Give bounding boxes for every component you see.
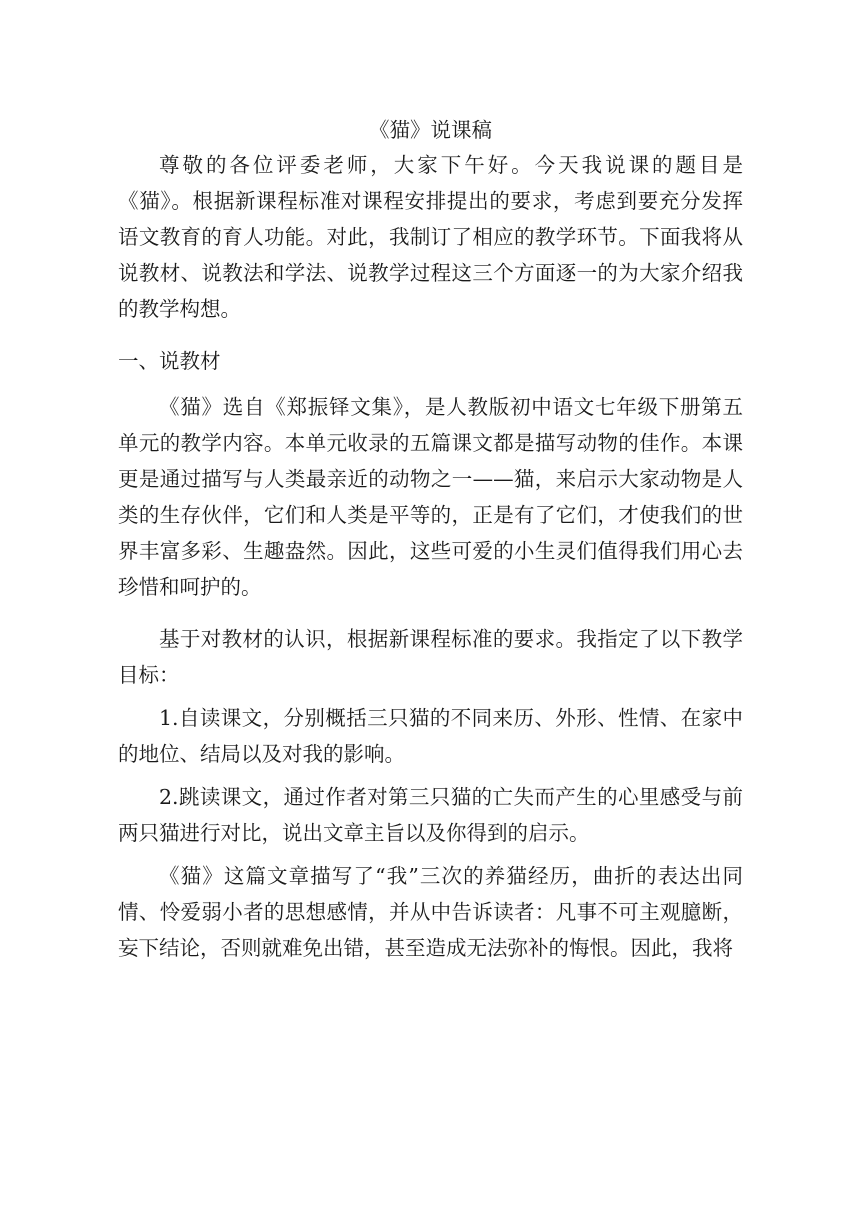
goal-item-1: 1.自读课文，分别概括三只猫的不同来历、外形、性情、在家中的地位、结局以及对我的影响。	[118, 706, 743, 766]
document-body	[118, 112, 743, 982]
goal-item-2: 2.跳读课文，通过作者对第三只猫的亡失而产生的心里感受与前两只猫进行对比，说出文章主旨以及你得到的启示。	[118, 785, 743, 845]
textbook-paragraph: 《猫》选自《郑振铎文集》，是人教版初中语文七年级下册第五单元的教学内容。本单元收录的五篇课文都是描写动物的佳作。本课更是通过描写与人类最亲近的动物之一——猫，来启示大家动物是人类的生存伙伴，它们和人类是平等的，正是有了它们，才使我们的世界丰富多彩、生趣盎然。因此，这些可爱的小生灵们值得我们用心去珍惜和呵护的。	[118, 395, 743, 599]
document-title: 《猫》说课稿	[369, 118, 492, 142]
goals-intro-paragraph: 基于对教材的认识，根据新课程标准的要求。我指定了以下教学目标：	[118, 627, 743, 687]
section-heading-textbook: 一、说教材	[118, 349, 221, 373]
article-summary-paragraph: 《猫》这篇文章描写了“我”三次的养猫经历，曲折的表达出同情、怜爱弱小者的思想感情，并从中告诉读者：凡事不可主观臆断，妄下结论，否则就难免出错，甚至造成无法弥补的悔恨。因此，我将	[118, 864, 743, 960]
intro-paragraph: 尊敬的各位评委老师，大家下午好。今天我说课的题目是《猫》。根据新课程标准对课程安排提出的要求，考虑到要充分发挥语文教育的育人功能。对此，我制订了相应的教学环节。下面我将从说教材、说教法和学法、说教学过程这三个方面逐一的为大家介绍我的教学构想。	[118, 153, 743, 321]
